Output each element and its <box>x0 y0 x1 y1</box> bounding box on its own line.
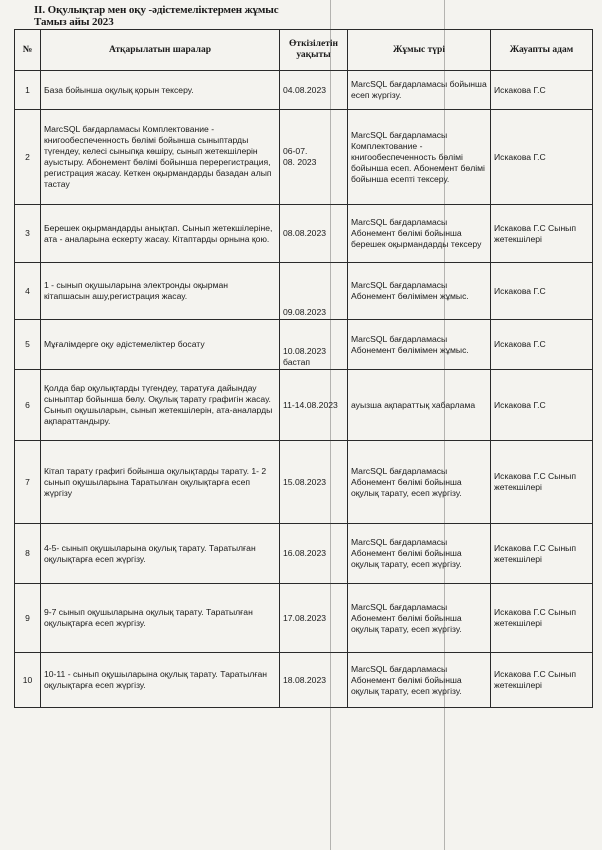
table-row <box>15 653 593 708</box>
table-row <box>15 370 593 441</box>
row-date <box>280 653 348 708</box>
table-header-row <box>15 30 593 71</box>
row-activity: MarcSQL бағдарламасы Комплектование - книгообеспеченность бөлімі бойынша сыныптарды түгендеу, келесі сыныпқа көшіру, сынып жетекшілерін ауыстыру. Абонемент бөлімі бойынша перерегистрация, регистрация жасау. Кеткен оқырмандарды базадан алып тастау <box>41 110 280 205</box>
row-date-line: 10.08.2023 <box>283 346 327 356</box>
table-row <box>15 110 593 205</box>
month-title: Тамыз айы 2023 <box>34 16 114 28</box>
row-activity: 1 - сынып оқушыларына электронды оқырман кітапшасын ашу,регистрация жасау. <box>41 263 280 320</box>
row-work-type: MarcSQL бағдарламасы Абонемент бөлімі бойынша оқулық тарату, есеп жүргізу. <box>348 653 491 708</box>
row-responsible: Искакова Г.С <box>491 370 593 441</box>
row-activity: 9-7 сынып оқушыларына оқулық тарату. Таратылған оқулықтарға есеп жүргізу. <box>41 584 280 653</box>
row-work-type: MarcSQL бағдарламасы Абонемент бөлімі бойынша оқулық тарату, есеп жүргізу. <box>348 584 491 653</box>
row-work-type: MarcSQL бағдарламасы Абонемент бөлімі бойынша оқулық тарату, есеп жүргізу. <box>348 524 491 584</box>
row-date-line: 04.08.2023 <box>283 84 327 95</box>
row-date-line: 18.08.2023 <box>283 674 327 685</box>
row-work-type: MarcSQL бағдарламасы Абонемент бөлімімен жұмыс. <box>348 263 491 320</box>
row-activity: Қолда бар оқулықтарды түгендеу, таратуға дайындау сыныптар бойынша бөлу. Оқулық тарату графигін жасау. Сынып оқушыларын, сынып жетекшілерін, ата-аналарды ақпараттандыру. <box>41 370 280 441</box>
row-number: 10 <box>15 653 41 708</box>
row-activity: 4-5- сынып оқушыларына оқулық тарату. Таратылған оқулықтарға есеп жүргізу. <box>41 524 280 584</box>
row-date-line: 16.08.2023 <box>283 548 327 558</box>
row-date-line: 08.08.2023 <box>283 228 327 238</box>
header-num: № <box>15 30 41 71</box>
row-number: 9 <box>15 584 41 653</box>
section-heading <box>34 4 279 28</box>
row-date <box>280 524 348 584</box>
row-date <box>280 205 348 263</box>
row-date-line: 17.08.2023 <box>283 612 327 623</box>
row-date-line: 09.08.2023 <box>283 307 327 317</box>
table-body <box>15 71 593 708</box>
row-date-line: 06-07. <box>283 146 308 156</box>
row-date-line: 08. 2023 <box>283 157 317 167</box>
table-row <box>15 320 593 370</box>
section-title: II. Оқулықтар мен оқу -әдістемеліктермен жұмыс <box>34 4 279 16</box>
row-date-line: 15.08.2023 <box>283 476 327 487</box>
row-date <box>280 441 348 524</box>
row-date <box>280 370 348 441</box>
row-date <box>280 584 348 653</box>
row-activity: Мұғалімдерге оқу әдістемеліктер босату <box>41 320 280 370</box>
row-work-type: MarcSQL бағдарламасы Абонемент бөлімі бойынша оқулық тарату, есеп жүргізу. <box>348 441 491 524</box>
work-plan-table <box>14 29 593 708</box>
table-row <box>15 524 593 584</box>
row-activity: 10-11 - сынып оқушыларына оқулық тарату. Таратылған оқулықтарға есеп жүргізу. <box>41 653 280 708</box>
row-date-line: 11-14.08.2023 <box>283 399 338 410</box>
scan-streak <box>444 0 445 850</box>
header-date: Өткізілетін уақыты <box>280 30 348 71</box>
row-number: 7 <box>15 441 41 524</box>
row-work-type: ауызша ақпараттық хабарлама <box>348 370 491 441</box>
row-date <box>280 110 348 205</box>
row-responsible: Искакова Г.С <box>491 320 593 370</box>
header-activity: Атқарылатын шаралар <box>41 30 280 71</box>
row-number: 6 <box>15 370 41 441</box>
row-responsible: Искакова Г.С Сынып жетекшілері <box>491 524 593 584</box>
row-work-type: MarcSQL бағдарламасы Комплектование - книгообеспеченность бөлімі бойынша есеп. Абонемент бөлімі бойынша есепті тексеру. <box>348 110 491 205</box>
scan-streak <box>330 0 331 850</box>
row-responsible: Искакова Г.С <box>491 110 593 205</box>
row-number: 3 <box>15 205 41 263</box>
row-number: 5 <box>15 320 41 370</box>
row-number: 2 <box>15 110 41 205</box>
row-activity: Берешек оқырмандарды анықтап. Сынып жетекшілеріне, ата - аналарына ескерту жасау. Кітаптарды орнына қою. <box>41 205 280 263</box>
table-row <box>15 71 593 110</box>
row-activity: База бойынша оқулық қорын тексеру. <box>41 71 280 110</box>
row-work-type: MarcSQL бағдарламасы бойынша есеп жүргізу. <box>348 71 491 110</box>
row-work-type: MarcSQL бағдарламасы Абонемент бөлімімен жұмыс. <box>348 320 491 370</box>
header-responsible: Жауапты адам <box>491 30 593 71</box>
row-date <box>280 71 348 110</box>
row-activity: Кітап тарату графигі бойынша оқулықтарды тарату. 1- 2 сынып оқушыларына Таратылған оқулықтарға есеп жүргізу <box>41 441 280 524</box>
row-date-line: бастап <box>283 357 311 367</box>
row-number: 1 <box>15 71 41 110</box>
table-row <box>15 263 593 320</box>
row-work-type: MarcSQL бағдарламасы Абонемент бөлімі бойынша берешек оқырмандарды тексеру <box>348 205 491 263</box>
header-work-type: Жұмыс түрі <box>348 30 491 71</box>
table-row <box>15 441 593 524</box>
row-responsible: Искакова Г.С Сынып жетекшілері <box>491 441 593 524</box>
row-responsible: Искакова Г.С <box>491 263 593 320</box>
table-row <box>15 584 593 653</box>
row-date <box>280 320 348 370</box>
row-responsible: Искакова Г.С <box>491 71 593 110</box>
table-row <box>15 205 593 263</box>
row-number: 4 <box>15 263 41 320</box>
row-number: 8 <box>15 524 41 584</box>
row-responsible: Искакова Г.С Сынып жетекшілері <box>491 584 593 653</box>
row-date <box>280 263 348 320</box>
row-responsible: Искакова Г.С Сынып жетекшілері <box>491 653 593 708</box>
row-responsible: Искакова Г.С Сынып жетекшілері <box>491 205 593 263</box>
